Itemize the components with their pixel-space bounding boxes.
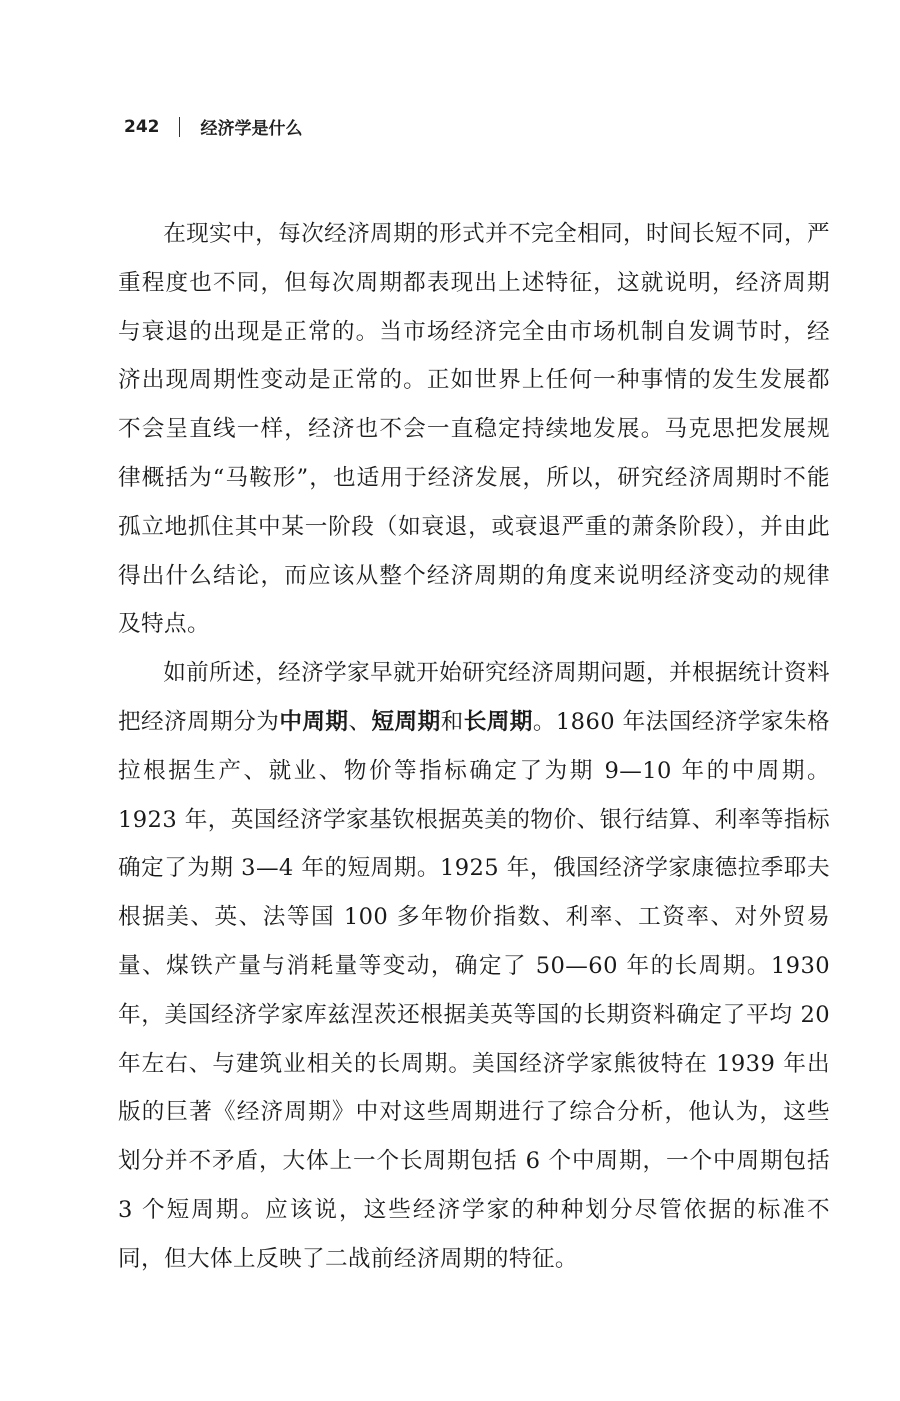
book-title: 经济学是什么	[200, 119, 303, 139]
paragraph-1: 在现实中，每次经济周期的形式并不完全相同，时间长短不同，严重程度也不同，但每次周期都表现出上述特征，这就说明，经济周期与衰退的出现是正常的。当市场经济完全由市场机制自发调节时，经济出现周期性变动是正常的。正如世界上任何一种事情的发生发展都不会呈直线一样，经济也不会一直稳定持续地发展。马克思把发展规律概括为“马鞍形”，也适用于经济发展，所以，研究经济周期时不能孤立地抓住其中某一阶段（如衰退，或衰退严重的萧条阶段），并由此得出什么结论，而应该从整个经济周期的角度来说明经济变动的规律及特点。	[118, 221, 831, 638]
header-divider	[179, 117, 180, 137]
paragraph-2-intro: 如前所述，经济学家早就开始研究经济周期问题，并根据统计资料把经济周期分为	[118, 660, 831, 735]
term-mid-cycle: 中周期	[279, 708, 349, 735]
term-separator: 、	[348, 708, 372, 735]
body-text	[118, 210, 830, 1284]
paragraph-2	[118, 649, 830, 1283]
term-long-cycle: 长周期	[463, 708, 533, 735]
term-conjunction: 和	[440, 708, 464, 735]
paragraph-2-body: 。1860 年法国经济学家朱格拉根据生产、就业、物价等指标确定了为期 9—10 年的中周期。1923 年，英国经济学家基钦根据英美的物价、银行结算、利率等指标确定了为期 3—4 年的短周期。1925 年，俄国经济学家康德拉季耶夫根据美、英、法等国 100 多年物价指数、利率、工资率、对外贸易量、煤铁产量与消耗量等变动，确定了 50—60 年的长周期。1930 年，美国经济学家库兹涅茨还根据美英等国的长期资料确定了平均 20 年左右、与建筑业相关的长周期。美国经济学家熊彼特在 1939 年出版的巨著《经济周期》中对这些周期进行了综合分析，他认为，这些划分并不矛盾，大体上一个长周期包括 6 个中周期，一个中周期包括 3 个短周期。应该说，这些经济学家的种种划分尽管依据的标准不同，但大体上反映了二战前经济周期的特征。	[118, 708, 831, 1272]
running-head	[124, 114, 303, 139]
page-number: 242	[124, 116, 160, 137]
term-short-cycle: 短周期	[371, 708, 441, 735]
